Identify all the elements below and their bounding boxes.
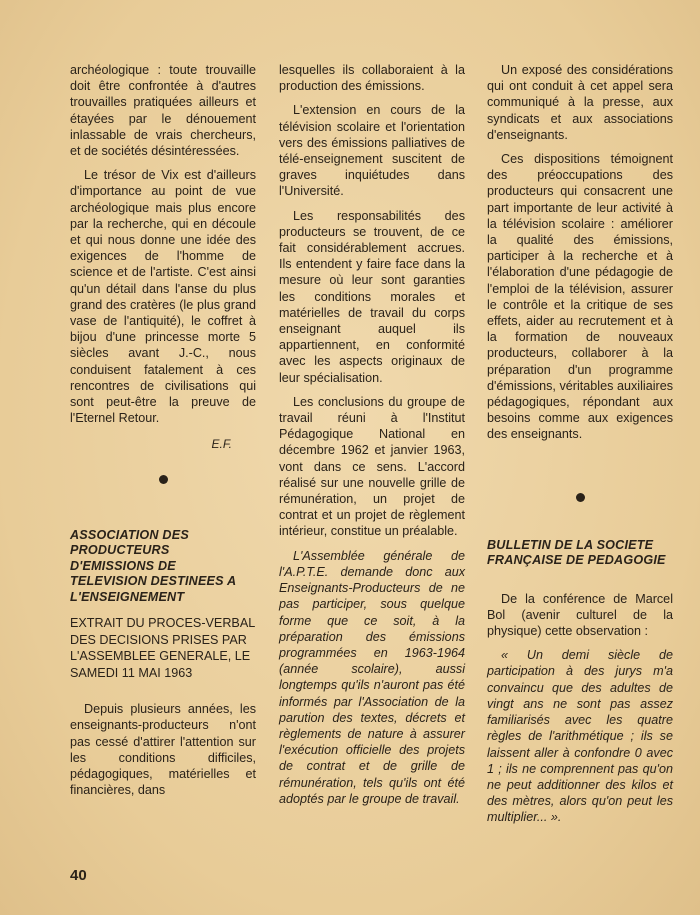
column-middle — [279, 62, 465, 815]
paragraph: Les conclusions du groupe de travail réuni à l'Institut Pédagogique National en décembre 1962 et janvier 1963, vont dans ce sens. L'accord réalisé sur une nouvelle grille de rémunération, un projet de contrat et un projet de règlement intérieur, constitue un préalable. — [279, 394, 465, 539]
paragraph-italic: L'Assemblée générale de l'A.P.T.E. demande donc aux Enseignants-Producteurs de ne pas participer, sous quelque forme que ce soit, à la préparation des émissions programmées en 1963-1964 (année scolaire), aussi longtemps qu'ils n'auront pas été informés par l'Association de la parution des textes, décrets et règlements de nature à assurer l'exécution officielle des projets de contrat et de grille de rémunération, tels qu'ils ont été adoptés par le groupe de travail. — [279, 548, 465, 806]
column-left — [70, 62, 256, 806]
section-heading: ASSOCIATION DES PRODUCTEURS D'EMISSIONS DE TELEVISION DESTINEES A L'ENSEIGNEMENT — [70, 527, 236, 604]
paragraph: archéologique : toute trouvaille doit être confrontée à d'autres trouvailles pratiquées ailleurs et étayées par le dénouement inlassable de vrais chercheurs, et de sociétés désintéressées. — [70, 63, 256, 159]
author-signature: E.F. — [211, 437, 232, 452]
column-right — [487, 62, 673, 834]
section-heading: BULLETIN DE LA SOCIETE FRANÇAISE DE PEDAGOGIE — [487, 537, 666, 568]
paragraph: Un exposé des considérations qui ont conduit à cet appel sera communiqué à la presse, aux syndicats et aux associations d'enseignants. — [487, 63, 673, 142]
paragraph: Depuis plusieurs années, les enseignants-producteurs n'ont pas cessé d'attirer l'attention sur les conditions difficiles, pédagogiques, matérielles et financières, dans — [70, 702, 256, 798]
section-separator-dot — [159, 475, 168, 484]
paragraph: Les responsabilités des producteurs se trouvent, de ce fait considérablement accrues. Ils entendent y faire face dans la mesure où leur sont garanties les conditions morales et matérielles de travail du corps enseignant auquel ils appartiennent, en conformité avec les aspects originaux de leur spécialisation. — [279, 208, 465, 385]
quotation: « Un demi siècle de participation à des jurys m'a convaincu que des adultes de vingt ans ne sont pas assez familiarisés avec les quatre règles de l'arithmétique ; ils se laissent aller à confondre 0 avec 1 ; ils ne comprennent pas qu'on ne peut additionner des kilos et des mètres, alors qu'on peut les multiplier... ». — [487, 648, 673, 825]
paragraph: L'extension en cours de la télévision scolaire et l'orientation vers des émissions palliatives de télé-enseignement suscitent de graves inquiétudes dans l'Université. — [279, 103, 465, 199]
subheading: EXTRAIT DU PROCES-VERBAL DES DECISIONS PRISES PAR L'ASSEMBLEE GENERALE, LE SAMEDI 11 MAI 1963 — [70, 616, 255, 680]
paragraph: Ces dispositions témoignent des préoccupations des producteurs qui consacrent une part importante de leur activité à la télévision scolaire : améliorer la qualité des émissions, participer à la recherche et à l'élaboration d'une pédagogie de l'emploi de la télévision, assurer le contrôle et la critique de ses effets, aider au recrutement et à la formation de nouveaux producteurs, collaborer à la préparation d'un programme d'émissions, véritables auxiliaires pédagogiques, répondant aux besoins comme aux exigences des enseignants. — [487, 152, 673, 442]
paragraph: Le trésor de Vix est d'ailleurs d'importance au point de vue archéologique mais plus encore par la recherche, qui en découle et qui nous donne une idée des exigences de l'homme de science et de l'artiste. C'est ainsi qu'un détail dans l'anse du plus grand des cratères (le plus grand vase de l'antiquité), le coffret à bijou d'une princesse morte 5 siècles avant J.-C., nous conduisent fatalement à ces rencontres de civilisations qui sont peut-être la preuve de l'Eternel Retour. — [70, 168, 256, 426]
paragraph: De la conférence de Marcel Bol (avenir culturel de la physique) cette observation : — [487, 591, 673, 639]
page-number: 40 — [70, 867, 87, 884]
section-separator-dot — [576, 493, 585, 502]
paragraph: lesquelles ils collaboraient à la production des émissions. — [279, 63, 465, 94]
